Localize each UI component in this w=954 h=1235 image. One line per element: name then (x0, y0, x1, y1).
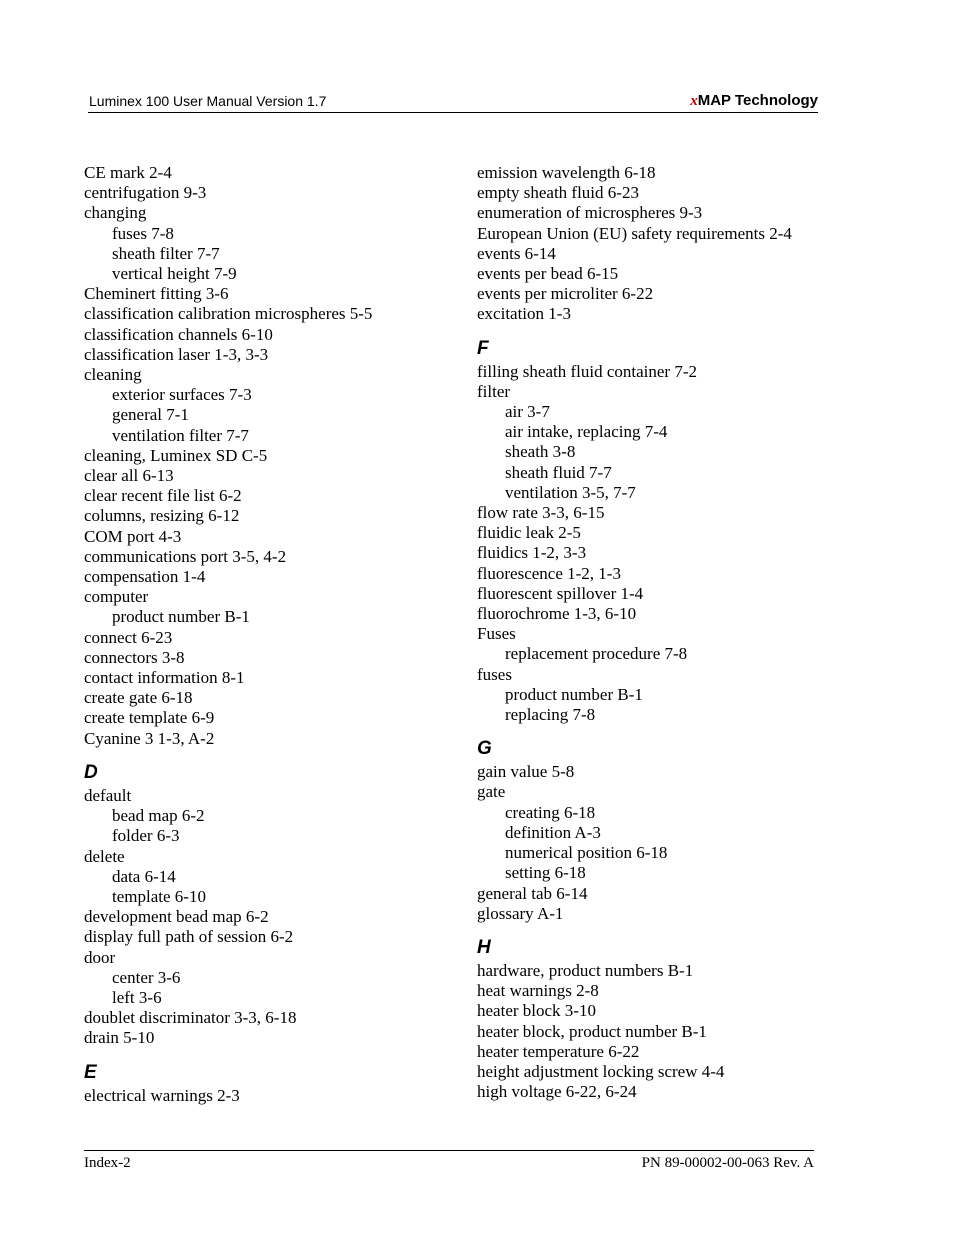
index-entry: default (84, 785, 132, 805)
index-subentry: bead map 6-2 (112, 806, 205, 826)
index-entry: glossary A-1 (477, 903, 564, 923)
index-entry: changing (84, 203, 147, 223)
index-entry: door (84, 947, 116, 967)
index-entry: enumeration of microspheres 9-3 (477, 203, 703, 223)
index-subentry: fuses 7-8 (112, 223, 174, 243)
index-entry: COM port 4-3 (84, 526, 182, 546)
index-subentry: creating 6-18 (505, 802, 596, 822)
index-column-right (477, 163, 837, 1102)
index-entry: drain 5-10 (84, 1028, 155, 1048)
section-letter: G (477, 738, 492, 760)
index-entry: CE mark 2-4 (84, 163, 172, 182)
index-entry: display full path of session 6-2 (84, 927, 294, 947)
index-subentry: folder 6-3 (112, 826, 180, 846)
index-subentry: sheath 3-8 (505, 442, 576, 462)
index-entry: events per microliter 6-22 (477, 284, 654, 304)
section-letter: E (84, 1061, 97, 1083)
index-entry: events per bead 6-15 (477, 264, 619, 284)
index-entry: clear recent file list 6-2 (84, 486, 242, 506)
manual-title: Luminex 100 User Manual Version 1.7 (89, 93, 327, 109)
index-entry: empty sheath fluid 6-23 (477, 183, 639, 203)
index-entry: excitation 1-3 (477, 304, 571, 324)
index-entry: fluidic leak 2-5 (477, 523, 581, 543)
index-entry: fluorescent spillover 1-4 (477, 583, 644, 603)
index-entry: connectors 3-8 (84, 647, 185, 667)
index-entry: European Union (EU) safety requirements 2-4 (477, 223, 792, 243)
section-letter: H (477, 936, 491, 958)
index-entry: events 6-14 (477, 243, 556, 263)
index-entry: fluorescence 1-2, 1-3 (477, 563, 621, 583)
index-entry: gate (477, 782, 506, 802)
index-entry: heater block 3-10 (477, 1001, 596, 1021)
index-entry: filling sheath fluid container 7-2 (477, 361, 697, 381)
index-entry: high voltage 6-22, 6-24 (477, 1082, 637, 1102)
index-entry: classification calibration microspheres 5-5 (84, 304, 373, 324)
index-entry: filter (477, 381, 511, 401)
index-entry: fuses (477, 664, 512, 684)
brand-rest: MAP Technology (697, 92, 818, 109)
index-entry: clear all 6-13 (84, 466, 174, 486)
index-column-left (84, 163, 464, 1106)
index-entry: create template 6-9 (84, 708, 215, 728)
index-subentry: setting 6-18 (505, 863, 586, 883)
index-entry: compensation 1-4 (84, 567, 206, 587)
index-subentry: sheath fluid 7-7 (505, 462, 612, 482)
index-entry: general tab 6-14 (477, 883, 588, 903)
index-entry: development bead map 6-2 (84, 907, 269, 927)
index-subentry: replacing 7-8 (505, 705, 596, 725)
index-entry: classification channels 6-10 (84, 324, 273, 344)
index-entry: delete (84, 846, 125, 866)
index-entry: centrifugation 9-3 (84, 183, 207, 203)
index-subentry: numerical position 6-18 (505, 843, 668, 863)
index-subentry: general 7-1 (112, 405, 189, 425)
index-entry: communications port 3-5, 4-2 (84, 546, 287, 566)
page-number: Index-2 (84, 1155, 131, 1171)
index-entry: gain value 5-8 (477, 762, 575, 782)
index-entry: heater temperature 6-22 (477, 1041, 640, 1061)
index-entry: fluidics 1-2, 3-3 (477, 543, 587, 563)
index-entry: connect 6-23 (84, 627, 173, 647)
index-entry: emission wavelength 6-18 (477, 163, 656, 182)
brand-logo (690, 92, 818, 110)
index-entry: flow rate 3-3, 6-15 (477, 503, 605, 523)
index-subentry: left 3-6 (112, 987, 162, 1007)
index-entry: cleaning (84, 365, 142, 385)
index-entry: Cyanine 3 1-3, A-2 (84, 728, 215, 748)
page-footer (84, 1150, 814, 1177)
index-subentry: air intake, replacing 7-4 (505, 422, 668, 442)
index-subentry: product number B-1 (505, 684, 643, 704)
page-header (88, 92, 818, 113)
index-subentry: template 6-10 (112, 886, 206, 906)
index-subentry: ventilation filter 7-7 (112, 425, 249, 445)
index-entry: Cheminert fitting 3-6 (84, 284, 229, 304)
section-letter: F (477, 337, 489, 359)
index-subentry: air 3-7 (505, 402, 550, 422)
index-entry: computer (84, 587, 149, 607)
index-subentry: sheath filter 7-7 (112, 243, 220, 263)
index-entry: columns, resizing 6-12 (84, 506, 240, 526)
index-subentry: vertical height 7-9 (112, 264, 237, 284)
index-entry: hardware, product numbers B-1 (477, 960, 694, 980)
index-entry: heat warnings 2-8 (477, 981, 599, 1001)
index-subentry: replacement procedure 7-8 (505, 644, 688, 664)
index-subentry: definition A-3 (505, 822, 601, 842)
index-entry: electrical warnings 2-3 (84, 1085, 240, 1105)
index-subentry: center 3-6 (112, 967, 181, 987)
index-entry: doublet discriminator 3-3, 6-18 (84, 1008, 297, 1028)
index-subentry: data 6-14 (112, 866, 176, 886)
index-entry: contact information 8-1 (84, 668, 245, 688)
index-entry: create gate 6-18 (84, 688, 193, 708)
index-subentry: ventilation 3-5, 7-7 (505, 482, 636, 502)
section-letter: D (84, 761, 98, 783)
index-entry: cleaning, Luminex SD C-5 (84, 445, 268, 465)
index-entry: classification laser 1-3, 3-3 (84, 344, 269, 364)
index-entry: fluorochrome 1-3, 6-10 (477, 604, 637, 624)
index-entry: height adjustment locking screw 4-4 (477, 1061, 725, 1081)
index-subentry: product number B-1 (112, 607, 250, 627)
index-subentry: exterior surfaces 7-3 (112, 385, 252, 405)
part-number: PN 89-00002-00-063 Rev. A (641, 1155, 814, 1171)
index-entry: heater block, product number B-1 (477, 1021, 707, 1041)
index-entry: Fuses (477, 624, 516, 644)
brand-x: x (690, 93, 698, 109)
